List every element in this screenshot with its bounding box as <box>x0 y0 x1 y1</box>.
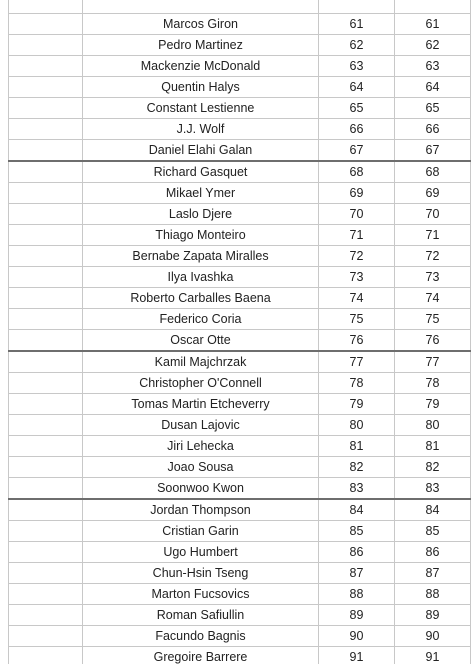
rank-cell <box>9 584 83 605</box>
table-row <box>9 246 471 267</box>
table-row <box>9 183 471 204</box>
player-name-cell: Richard Gasquet <box>83 161 319 183</box>
table-row <box>9 626 471 647</box>
value-a-cell: 80 <box>319 415 395 436</box>
player-name-cell: Kamil Majchrzak <box>83 351 319 373</box>
table-row <box>9 0 471 14</box>
rank-cell <box>9 309 83 330</box>
value-b-cell: 64 <box>395 77 471 98</box>
table-row <box>9 521 471 542</box>
table-row <box>9 436 471 457</box>
table-row <box>9 373 471 394</box>
rank-cell <box>9 267 83 288</box>
value-a-cell: 73 <box>319 267 395 288</box>
rank-cell <box>9 161 83 183</box>
player-name-cell: Oscar Otte <box>83 330 319 352</box>
value-b-cell: 68 <box>395 161 471 183</box>
value-a-cell: 76 <box>319 330 395 352</box>
value-b-cell: 67 <box>395 140 471 162</box>
player-name-cell: Joao Sousa <box>83 457 319 478</box>
player-name-cell: Tomas Martin Etcheverry <box>83 394 319 415</box>
value-a-cell: 75 <box>319 309 395 330</box>
value-a-cell: 87 <box>319 563 395 584</box>
table-row <box>9 478 471 500</box>
rank-cell <box>9 373 83 394</box>
player-name-cell: Ugo Humbert <box>83 542 319 563</box>
player-name-cell: Soonwoo Kwon <box>83 478 319 500</box>
player-name-cell: Ilya Ivashka <box>83 267 319 288</box>
value-a-cell: 61 <box>319 14 395 35</box>
table-row <box>9 584 471 605</box>
rank-cell <box>9 14 83 35</box>
player-name-cell: Jiri Lehecka <box>83 436 319 457</box>
value-b-cell: 86 <box>395 542 471 563</box>
player-name-cell: Dusan Lajovic <box>83 415 319 436</box>
rank-cell <box>9 119 83 140</box>
value-a-cell: 70 <box>319 204 395 225</box>
player-name-cell: Laslo Djere <box>83 204 319 225</box>
value-a-cell: 88 <box>319 584 395 605</box>
value-b-cell: 76 <box>395 330 471 352</box>
value-a-cell: 67 <box>319 140 395 162</box>
value-b-cell: 87 <box>395 563 471 584</box>
player-name-cell: Gregoire Barrere <box>83 647 319 664</box>
rank-cell <box>9 204 83 225</box>
value-b-cell: 78 <box>395 373 471 394</box>
table-row <box>9 415 471 436</box>
value-b-cell: 81 <box>395 436 471 457</box>
rank-cell <box>9 0 83 14</box>
value-b-cell: 84 <box>395 499 471 521</box>
value-b-cell: 79 <box>395 394 471 415</box>
value-b-cell: 66 <box>395 119 471 140</box>
value-a-cell: 84 <box>319 499 395 521</box>
table-row <box>9 542 471 563</box>
rank-cell <box>9 246 83 267</box>
value-a-cell: 90 <box>319 626 395 647</box>
value-a-cell: 71 <box>319 225 395 246</box>
value-a-cell: 65 <box>319 98 395 119</box>
value-a-cell: 89 <box>319 605 395 626</box>
value-b-cell: 63 <box>395 56 471 77</box>
player-name-cell: J.J. Wolf <box>83 119 319 140</box>
rank-cell <box>9 394 83 415</box>
rank-cell <box>9 288 83 309</box>
value-a-cell: 85 <box>319 521 395 542</box>
value-b-cell: 82 <box>395 457 471 478</box>
value-b-cell: 90 <box>395 626 471 647</box>
value-b-cell: 77 <box>395 351 471 373</box>
player-name-cell: Christopher O'Connell <box>83 373 319 394</box>
value-b-cell: 83 <box>395 478 471 500</box>
value-b-cell: 61 <box>395 14 471 35</box>
value-b-cell: 74 <box>395 288 471 309</box>
table-row <box>9 499 471 521</box>
value-a-cell: 63 <box>319 56 395 77</box>
value-b-cell: 91 <box>395 647 471 664</box>
value-b-cell: 70 <box>395 204 471 225</box>
table-row <box>9 161 471 183</box>
player-name-cell: Mackenzie McDonald <box>83 56 319 77</box>
player-name-cell: Pedro Martinez <box>83 35 319 56</box>
value-a-cell: 78 <box>319 373 395 394</box>
player-name-cell: Marcos Giron <box>83 14 319 35</box>
rank-cell <box>9 225 83 246</box>
value-a-cell: 62 <box>319 35 395 56</box>
table-row <box>9 14 471 35</box>
table-row <box>9 394 471 415</box>
table-row <box>9 563 471 584</box>
player-name-cell: Constant Lestienne <box>83 98 319 119</box>
player-name-cell: Cristian Garin <box>83 521 319 542</box>
table-row <box>9 204 471 225</box>
table-row <box>9 56 471 77</box>
value-a-cell: 81 <box>319 436 395 457</box>
value-b-cell <box>395 0 471 14</box>
rank-cell <box>9 626 83 647</box>
rank-cell <box>9 98 83 119</box>
player-name-cell: Mikael Ymer <box>83 183 319 204</box>
rank-cell <box>9 56 83 77</box>
value-b-cell: 62 <box>395 35 471 56</box>
value-a-cell: 68 <box>319 161 395 183</box>
table-row <box>9 288 471 309</box>
rank-cell <box>9 457 83 478</box>
table-row <box>9 119 471 140</box>
table-row <box>9 330 471 352</box>
player-name-cell: Bernabe Zapata Miralles <box>83 246 319 267</box>
rank-cell <box>9 77 83 98</box>
value-b-cell: 65 <box>395 98 471 119</box>
table-row <box>9 351 471 373</box>
rank-cell <box>9 478 83 500</box>
value-b-cell: 75 <box>395 309 471 330</box>
player-name-cell <box>83 0 319 14</box>
rank-cell <box>9 140 83 162</box>
player-name-cell: Chun-Hsin Tseng <box>83 563 319 584</box>
table-row <box>9 309 471 330</box>
value-b-cell: 85 <box>395 521 471 542</box>
rank-cell <box>9 351 83 373</box>
rank-cell <box>9 499 83 521</box>
table-row <box>9 98 471 119</box>
player-name-cell: Roberto Carballes Baena <box>83 288 319 309</box>
rank-cell <box>9 563 83 584</box>
table-row <box>9 35 471 56</box>
value-a-cell: 79 <box>319 394 395 415</box>
rank-cell <box>9 647 83 664</box>
player-name-cell: Facundo Bagnis <box>83 626 319 647</box>
player-name-cell: Roman Safiullin <box>83 605 319 626</box>
player-name-cell: Thiago Monteiro <box>83 225 319 246</box>
value-a-cell: 77 <box>319 351 395 373</box>
value-b-cell: 69 <box>395 183 471 204</box>
table-row <box>9 225 471 246</box>
table-row <box>9 140 471 162</box>
value-b-cell: 72 <box>395 246 471 267</box>
value-a-cell: 74 <box>319 288 395 309</box>
table-row <box>9 77 471 98</box>
value-b-cell: 71 <box>395 225 471 246</box>
rank-cell <box>9 521 83 542</box>
value-b-cell: 73 <box>395 267 471 288</box>
player-name-cell: Jordan Thompson <box>83 499 319 521</box>
player-name-cell: Marton Fucsovics <box>83 584 319 605</box>
rank-cell <box>9 35 83 56</box>
value-a-cell: 83 <box>319 478 395 500</box>
rank-cell <box>9 415 83 436</box>
value-a-cell: 82 <box>319 457 395 478</box>
value-a-cell: 91 <box>319 647 395 664</box>
value-a-cell <box>319 0 395 14</box>
rank-cell <box>9 542 83 563</box>
players-table <box>8 0 471 664</box>
table-row <box>9 457 471 478</box>
table-row <box>9 605 471 626</box>
value-a-cell: 86 <box>319 542 395 563</box>
value-b-cell: 89 <box>395 605 471 626</box>
rank-cell <box>9 330 83 352</box>
value-b-cell: 80 <box>395 415 471 436</box>
player-name-cell: Federico Coria <box>83 309 319 330</box>
player-name-cell: Daniel Elahi Galan <box>83 140 319 162</box>
rank-cell <box>9 436 83 457</box>
table-body <box>9 0 471 664</box>
rank-cell <box>9 183 83 204</box>
value-a-cell: 64 <box>319 77 395 98</box>
table-row <box>9 647 471 664</box>
value-b-cell: 88 <box>395 584 471 605</box>
rank-cell <box>9 605 83 626</box>
value-a-cell: 66 <box>319 119 395 140</box>
value-a-cell: 69 <box>319 183 395 204</box>
table-row <box>9 267 471 288</box>
player-name-cell: Quentin Halys <box>83 77 319 98</box>
value-a-cell: 72 <box>319 246 395 267</box>
